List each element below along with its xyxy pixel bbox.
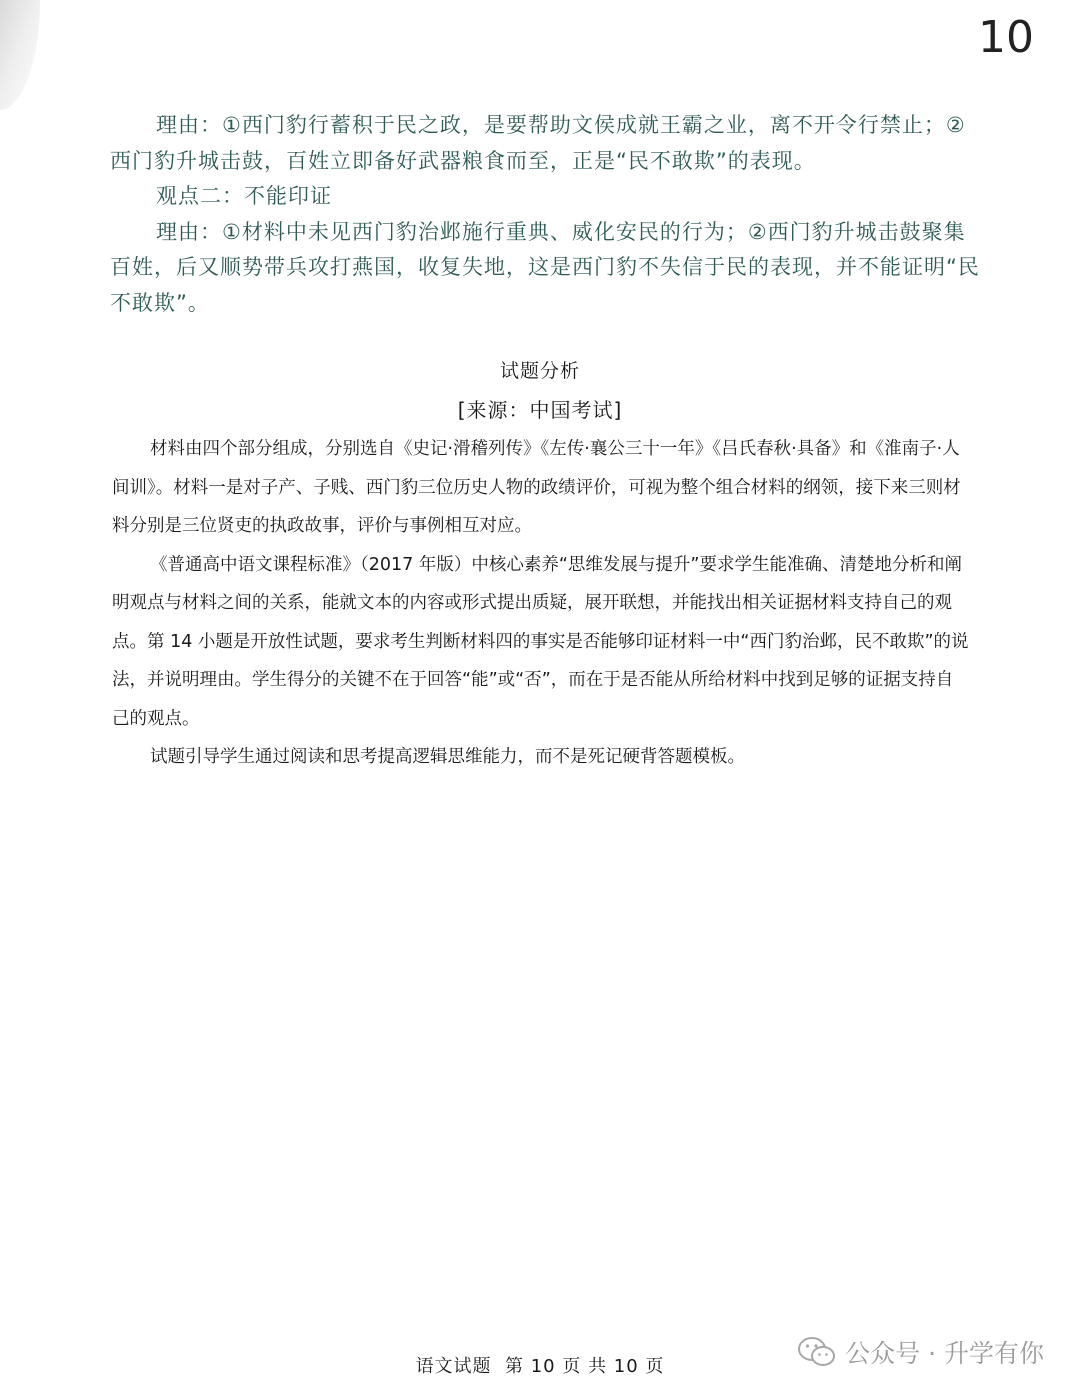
answer-section — [110, 108, 980, 321]
analysis-body — [112, 430, 970, 777]
analysis-paragraph: 试题引导学生通过阅读和思考提高逻辑思维能力，而不是死记硬背答题模板。 — [150, 747, 745, 767]
answer-reason-2: 理由：①材料中未见西门豹治邺施行重典、威化安民的行为；②西门豹升城击鼓聚集百姓，后又顺势带兵攻打燕国，收复失地，这是西门豹不失信于民的表现，并不能证明“民不敢欺”。 — [110, 219, 980, 315]
watermark — [797, 1330, 1044, 1374]
answer-reason-1: 理由：①西门豹行蓄积于民之政，是要帮助文侯成就王霸之业，离不开令行禁止；②西门豹升城击鼓，百姓立即备好武器粮食而至，正是“民不敢欺”的表现。 — [110, 113, 966, 173]
analysis-title: 试题分析 — [499, 360, 580, 382]
page-number: 10 — [978, 12, 1034, 63]
analysis-paragraph: 《普通高中语文课程标准》（2017 年版）中核心素养“思维发展与提升”要求学生能准确、清楚地分析和阐明观点与材料之间的关系，能就文本的内容或形式提出质疑，展开联想，并能找出相关证据材料支持自己的观点。第 14 小题是开放性试题，要求考生判断材料四的事实是否能够印证材料一中“西门豹治邺，民不敢欺”的说法，并说明理由。学生得分的关键不在于回答“能”或“否”，而在于是否能从所给材料中找到足够的证据支持自己的观点。 — [112, 554, 969, 729]
footer-text: 语文试题 第 10 页 共 10 页 — [415, 1356, 665, 1377]
watermark-text: 公众号 · 升学有你 — [845, 1339, 1044, 1368]
wechat-icon — [797, 1335, 837, 1369]
answer-viewpoint-2: 观点二：不能印证 — [156, 184, 332, 208]
analysis-source: [来源：中国考试] — [457, 398, 623, 422]
page-curl-shadow — [0, 0, 40, 110]
analysis-paragraph: 材料由四个部分组成，分别选自《史记·滑稽列传》《左传·襄公三十一年》《吕氏春秋·具备》和《淮南子·人间训》。材料一是对子产、子贱、西门豹三位历史人物的政绩评价，可视为整个组合材料的纲领，接下来三则材料分别是三位贤吏的执政故事，评价与事例相互对应。 — [112, 439, 961, 536]
